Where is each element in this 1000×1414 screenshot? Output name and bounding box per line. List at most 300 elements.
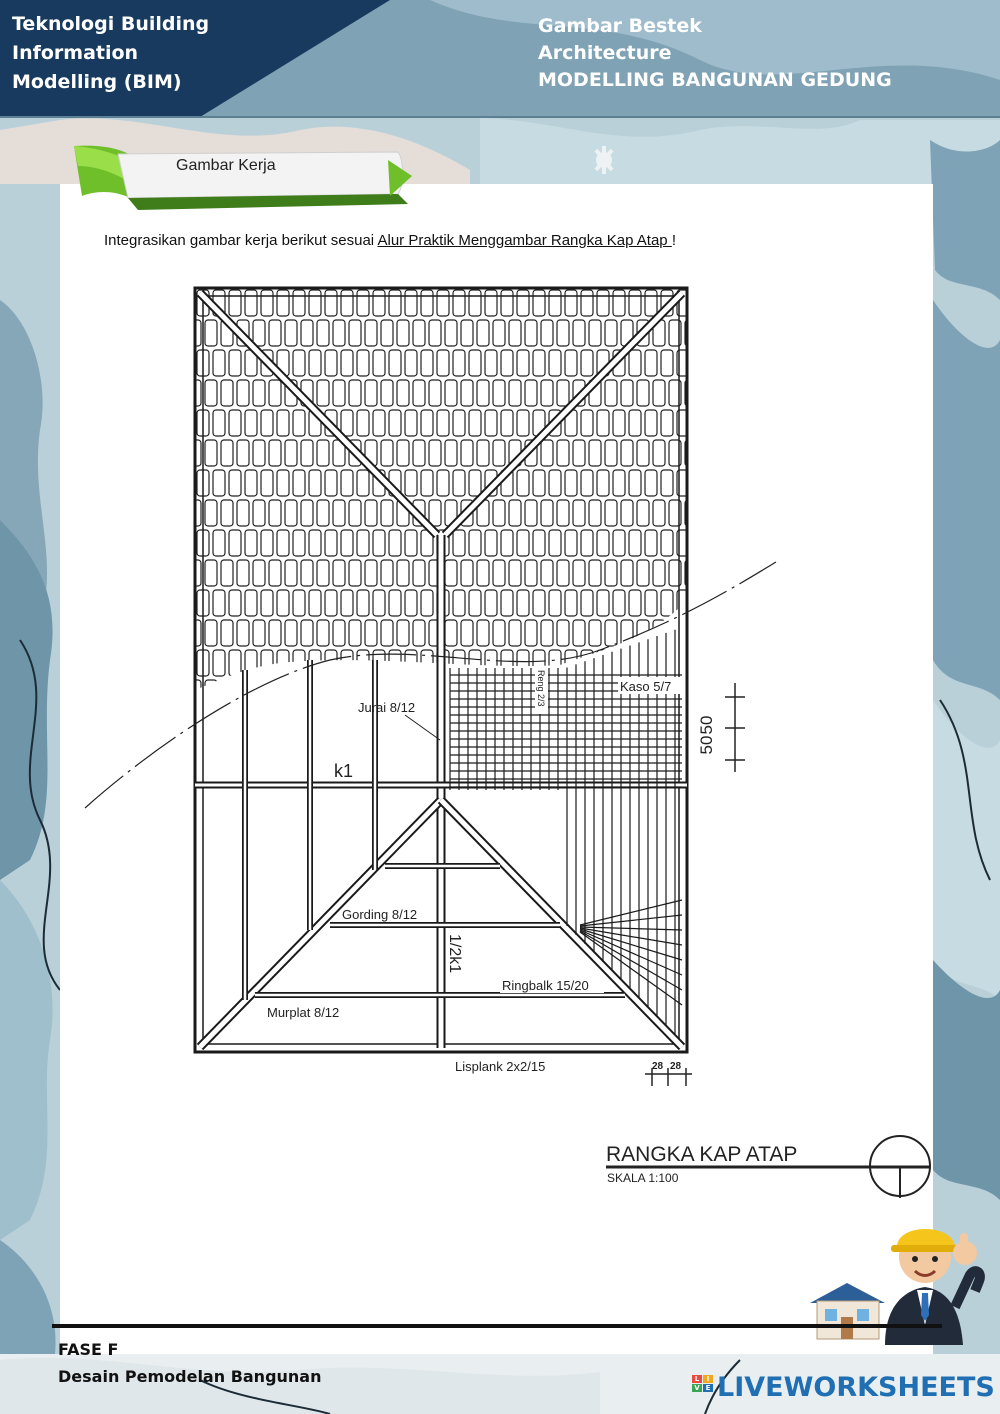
roof-tile	[293, 470, 305, 496]
roof-tile	[181, 590, 193, 616]
badge-letter-i: I	[703, 1375, 713, 1383]
roof-tile	[429, 320, 441, 346]
roof-tile	[421, 290, 433, 316]
roof-tile	[549, 470, 561, 496]
roof-tile	[245, 410, 257, 436]
roof-tile	[445, 680, 457, 706]
roof-tile	[285, 440, 297, 466]
roof-tile	[573, 560, 585, 586]
roof-tile	[581, 350, 593, 376]
roof-tile	[293, 590, 305, 616]
roof-tile	[453, 530, 465, 556]
roof-tile	[413, 320, 425, 346]
badge-letter-l: L	[692, 1375, 702, 1383]
roof-tile	[293, 290, 305, 316]
roof-tile	[613, 410, 625, 436]
label-dim-28a: 28	[652, 1061, 664, 1072]
roof-tile	[293, 650, 305, 676]
roof-tile	[341, 290, 353, 316]
roof-tile	[261, 290, 273, 316]
roof-tile	[629, 590, 641, 616]
roof-tile	[381, 440, 393, 466]
roof-tile	[573, 440, 585, 466]
header-left-line-1: Teknologi Building	[12, 13, 210, 35]
roof-tile	[653, 440, 665, 466]
roof-tile	[565, 470, 577, 496]
roof-tile	[573, 680, 585, 706]
roof-tile	[541, 320, 553, 346]
roof-tile	[389, 410, 401, 436]
roof-tile	[333, 320, 345, 346]
roof-tile	[309, 290, 321, 316]
roof-tile	[581, 290, 593, 316]
roof-tile	[485, 530, 497, 556]
roof-tile	[205, 380, 217, 406]
roof-tile	[269, 500, 281, 526]
roof-tile	[365, 320, 377, 346]
roof-tile	[285, 500, 297, 526]
roof-tile	[557, 380, 569, 406]
roof-tile	[485, 350, 497, 376]
roof-tile	[485, 290, 497, 316]
roof-tile	[301, 320, 313, 346]
roof-tile	[445, 440, 457, 466]
roof-tile	[517, 410, 529, 436]
roof-tile	[357, 590, 369, 616]
roof-tile	[253, 620, 265, 646]
roof-tile	[645, 650, 657, 676]
roof-tile	[581, 530, 593, 556]
roof-tile	[213, 530, 225, 556]
roof-tile	[541, 500, 553, 526]
roof-tile	[501, 650, 513, 676]
roof-tile	[381, 620, 393, 646]
roof-tile	[453, 590, 465, 616]
roof-tile	[517, 530, 529, 556]
roof-tile	[213, 470, 225, 496]
roof-tile	[421, 350, 433, 376]
roof-tile	[261, 590, 273, 616]
roof-tile	[293, 530, 305, 556]
roof-tile	[309, 470, 321, 496]
roof-tile	[301, 440, 313, 466]
roof-tile	[205, 440, 217, 466]
batten-line	[580, 915, 682, 926]
roof-tile	[589, 680, 601, 706]
roof-tile	[469, 590, 481, 616]
roof-tile	[309, 350, 321, 376]
roof-tile	[453, 350, 465, 376]
roof-tile	[357, 530, 369, 556]
roof-tile	[357, 350, 369, 376]
roof-tile	[469, 410, 481, 436]
roof-tile	[429, 500, 441, 526]
roof-tile	[269, 320, 281, 346]
roof-tile	[645, 590, 657, 616]
roof-tile	[269, 380, 281, 406]
roof-tile	[269, 680, 281, 706]
batten-line	[580, 900, 682, 925]
roof-tile	[237, 380, 249, 406]
roof-tile	[261, 410, 273, 436]
roof-tile	[349, 380, 361, 406]
roof-tile	[237, 560, 249, 586]
roof-tile	[557, 620, 569, 646]
roof-tile	[277, 650, 289, 676]
roof-tile	[589, 620, 601, 646]
roof-tile	[325, 350, 337, 376]
roof-tile	[525, 320, 537, 346]
roof-tile	[277, 290, 289, 316]
roof-tile	[229, 290, 241, 316]
roof-tile	[181, 290, 193, 316]
label-k1: k1	[334, 761, 354, 781]
roof-tile	[621, 620, 633, 646]
roof-tile	[421, 650, 433, 676]
roof-tile	[237, 620, 249, 646]
roof-tile	[365, 380, 377, 406]
roof-tile	[389, 290, 401, 316]
roof-tile	[517, 470, 529, 496]
roof-tile	[661, 350, 673, 376]
roof-tile	[261, 530, 273, 556]
roof-tile	[341, 590, 353, 616]
roof-tile	[181, 470, 193, 496]
dimension-50-50	[725, 683, 745, 772]
roof-tile	[357, 650, 369, 676]
roof-tile	[621, 560, 633, 586]
roof-tile	[461, 440, 473, 466]
roof-tile	[621, 440, 633, 466]
label-reng: Reng 2/3	[536, 670, 546, 707]
roof-tile	[597, 470, 609, 496]
roof-tile	[445, 380, 457, 406]
roof-tile	[381, 320, 393, 346]
roof-tile	[213, 350, 225, 376]
roof-tile	[485, 410, 497, 436]
roof-tile	[405, 410, 417, 436]
drawing-title: RANGKA KAP ATAP	[606, 1143, 798, 1166]
roof-tile	[397, 560, 409, 586]
roof-tile	[597, 590, 609, 616]
roof-tile	[237, 440, 249, 466]
roof-tile	[605, 680, 617, 706]
roof-tile	[573, 500, 585, 526]
roof-tile	[221, 680, 233, 706]
label-murplat: Murplat 8/12	[267, 1005, 340, 1020]
roof-tile	[637, 380, 649, 406]
roof-tile	[557, 560, 569, 586]
roof-tile	[325, 590, 337, 616]
roof-tile	[637, 440, 649, 466]
roof-tile	[509, 560, 521, 586]
roof-tile	[221, 620, 233, 646]
roof-tile	[501, 530, 513, 556]
roof-tile	[405, 530, 417, 556]
roof-tile	[301, 620, 313, 646]
roof-tile	[349, 500, 361, 526]
roof-tile	[253, 500, 265, 526]
section-ribbon	[68, 140, 413, 220]
roof-tile	[613, 530, 625, 556]
roof-tile	[421, 410, 433, 436]
roof-tile	[565, 590, 577, 616]
roof-tile	[405, 590, 417, 616]
roof-tile	[589, 560, 601, 586]
roof-tile	[509, 680, 521, 706]
roof-tile	[381, 560, 393, 586]
roof-tile	[437, 470, 449, 496]
roof-tile	[317, 380, 329, 406]
roof-tile	[597, 410, 609, 436]
roof-tile	[493, 620, 505, 646]
instruction-link[interactable]: Alur Praktik Menggambar Rangka Kap Atap	[377, 232, 672, 249]
roof-tile	[501, 410, 513, 436]
roof-tile	[245, 470, 257, 496]
roof-tile	[461, 620, 473, 646]
roof-tile	[349, 320, 361, 346]
roof-tile	[269, 440, 281, 466]
roof-tile	[261, 470, 273, 496]
roof-tile	[485, 590, 497, 616]
roof-tile	[437, 350, 449, 376]
roof-tile	[461, 380, 473, 406]
roof-tile	[565, 290, 577, 316]
roof-tile	[501, 290, 513, 316]
roof-tile	[229, 410, 241, 436]
roof-tile	[205, 320, 217, 346]
section-ribbon-label: Gambar Kerja	[176, 157, 276, 174]
roof-tile	[341, 650, 353, 676]
roof-tile	[581, 410, 593, 436]
roof-tile	[317, 440, 329, 466]
roof-tile	[229, 350, 241, 376]
roof-tile	[253, 560, 265, 586]
roof-tile	[181, 350, 193, 376]
label-jurai: Jurai 8/12	[358, 700, 416, 715]
roof-tile	[365, 500, 377, 526]
roof-tile	[413, 560, 425, 586]
label-half-k1: 1/2k1	[446, 934, 463, 974]
roof-tile	[213, 650, 225, 676]
roof-tile	[509, 500, 521, 526]
roof-tile	[373, 590, 385, 616]
roof-tile	[293, 410, 305, 436]
roof-tile	[325, 470, 337, 496]
roof-tile	[341, 350, 353, 376]
roof-tile	[533, 590, 545, 616]
roof-tile	[581, 470, 593, 496]
roof-tile	[629, 470, 641, 496]
header-right-line-1: Gambar Bestek	[538, 15, 702, 37]
roof-tile	[221, 380, 233, 406]
roof-tile	[477, 440, 489, 466]
roof-tile	[325, 650, 337, 676]
roof-tile	[405, 470, 417, 496]
roof-tile	[181, 650, 193, 676]
roof-tile	[533, 470, 545, 496]
roof-tile	[205, 500, 217, 526]
roof-tile	[613, 290, 625, 316]
roof-tile	[541, 560, 553, 586]
drawing-scale: SKALA 1:100	[607, 1171, 679, 1185]
label-dim-28b: 28	[670, 1061, 682, 1072]
roof-tile	[533, 290, 545, 316]
roof-tile	[373, 530, 385, 556]
roof-tile	[397, 440, 409, 466]
header-left-title	[12, 10, 312, 97]
roof-tile	[325, 530, 337, 556]
roof-tile	[245, 530, 257, 556]
roof-tile	[541, 440, 553, 466]
roof-tile	[565, 530, 577, 556]
roof-tile	[469, 530, 481, 556]
roof-tile	[373, 290, 385, 316]
roof-tile	[421, 590, 433, 616]
roof-tile	[525, 500, 537, 526]
batten-line	[580, 927, 682, 930]
roof-tile	[645, 530, 657, 556]
roof-tile	[589, 500, 601, 526]
roof-tile	[269, 620, 281, 646]
roof-tile	[477, 320, 489, 346]
roof-tile	[349, 620, 361, 646]
roof-tile	[541, 620, 553, 646]
roof-tile	[461, 320, 473, 346]
roof-tile	[317, 500, 329, 526]
label-dim-50b: 50	[697, 735, 716, 755]
roof-tile	[229, 590, 241, 616]
roof-tile	[357, 410, 369, 436]
instruction-text	[104, 232, 676, 249]
roof-tile	[309, 590, 321, 616]
roof-tile	[653, 560, 665, 586]
roof-tile	[229, 530, 241, 556]
roof-tile	[525, 560, 537, 586]
roof-tile	[453, 290, 465, 316]
roof-tile	[397, 620, 409, 646]
roof-tile	[357, 290, 369, 316]
roof-tile	[245, 590, 257, 616]
roof-tile	[605, 560, 617, 586]
roof-tile	[445, 320, 457, 346]
roof-tile	[333, 560, 345, 586]
instruction-prefix: Integrasikan gambar kerja berikut sesuai	[104, 232, 378, 249]
roof-tile	[549, 350, 561, 376]
roof-tile	[381, 500, 393, 526]
roof-tile	[285, 560, 297, 586]
liveworksheets-wordmark: LIVEWORKSHEETS	[717, 1372, 995, 1403]
roof-tile	[333, 680, 345, 706]
roof-tile	[445, 560, 457, 586]
roof-tile	[253, 320, 265, 346]
roof-tile	[221, 440, 233, 466]
roof-tile	[493, 440, 505, 466]
roof-tile	[605, 380, 617, 406]
roof-tile	[301, 560, 313, 586]
roof-tile	[629, 410, 641, 436]
roof-tile	[413, 620, 425, 646]
roof-tile	[277, 410, 289, 436]
roof-tile	[597, 530, 609, 556]
roof-tile	[501, 350, 513, 376]
roof-tile	[277, 470, 289, 496]
roof-tile	[229, 650, 241, 676]
label-gording: Gording 8/12	[342, 907, 418, 922]
roof-tile	[349, 560, 361, 586]
roof-tile	[301, 500, 313, 526]
roof-tile	[629, 530, 641, 556]
roof-tile	[205, 560, 217, 586]
roof-tile	[461, 560, 473, 586]
roof-tile	[621, 500, 633, 526]
roof-tile	[517, 350, 529, 376]
roof-tile	[261, 650, 273, 676]
worker-mascot-icon	[805, 1195, 985, 1345]
roof-tile	[469, 650, 481, 676]
roof-tile	[285, 680, 297, 706]
roof-tile	[517, 650, 529, 676]
roof-tile	[509, 380, 521, 406]
roof-tile	[277, 590, 289, 616]
roof-tile	[397, 320, 409, 346]
roof-tile	[253, 440, 265, 466]
roof-tile	[661, 410, 673, 436]
header-right-line-2: Architecture	[538, 42, 672, 64]
roof-tile	[461, 680, 473, 706]
roof-tile	[221, 560, 233, 586]
roof-tile	[645, 470, 657, 496]
roof-tile	[373, 410, 385, 436]
roof-tile	[661, 530, 673, 556]
roof-tile	[597, 290, 609, 316]
roof-tile	[533, 350, 545, 376]
roof-tile	[333, 380, 345, 406]
roof-tile	[429, 440, 441, 466]
roof-tile	[557, 320, 569, 346]
roof-tile	[373, 350, 385, 376]
roof-tile	[549, 650, 561, 676]
roof-tile	[525, 620, 537, 646]
roof-tile	[285, 320, 297, 346]
roof-tile	[549, 290, 561, 316]
roof-tile	[277, 530, 289, 556]
label-dim-50a: 50	[697, 715, 716, 735]
roof-tile	[645, 410, 657, 436]
liveworksheets-logo[interactable]	[692, 1372, 995, 1406]
roof-frame-drawing	[60, 270, 940, 1200]
header-left-line-3: Modelling (BIM)	[12, 71, 182, 93]
roof-tile	[565, 350, 577, 376]
roof-tile	[181, 410, 193, 436]
roof-tile	[365, 560, 377, 586]
roof-tile	[613, 470, 625, 496]
badge-letter-e: E	[703, 1384, 713, 1392]
roof-tile	[405, 290, 417, 316]
header-left-line-2: Information	[12, 42, 139, 64]
roof-tile	[317, 620, 329, 646]
roof-tile	[581, 590, 593, 616]
roof-tile	[181, 530, 193, 556]
roof-tile	[637, 500, 649, 526]
roof-tile	[437, 410, 449, 436]
instruction-suffix: !	[671, 232, 676, 249]
roof-tile	[605, 320, 617, 346]
roof-tile	[221, 500, 233, 526]
roof-tile	[381, 380, 393, 406]
label-lisplank: Lisplank 2x2/15	[455, 1059, 546, 1074]
roof-tile	[317, 680, 329, 706]
